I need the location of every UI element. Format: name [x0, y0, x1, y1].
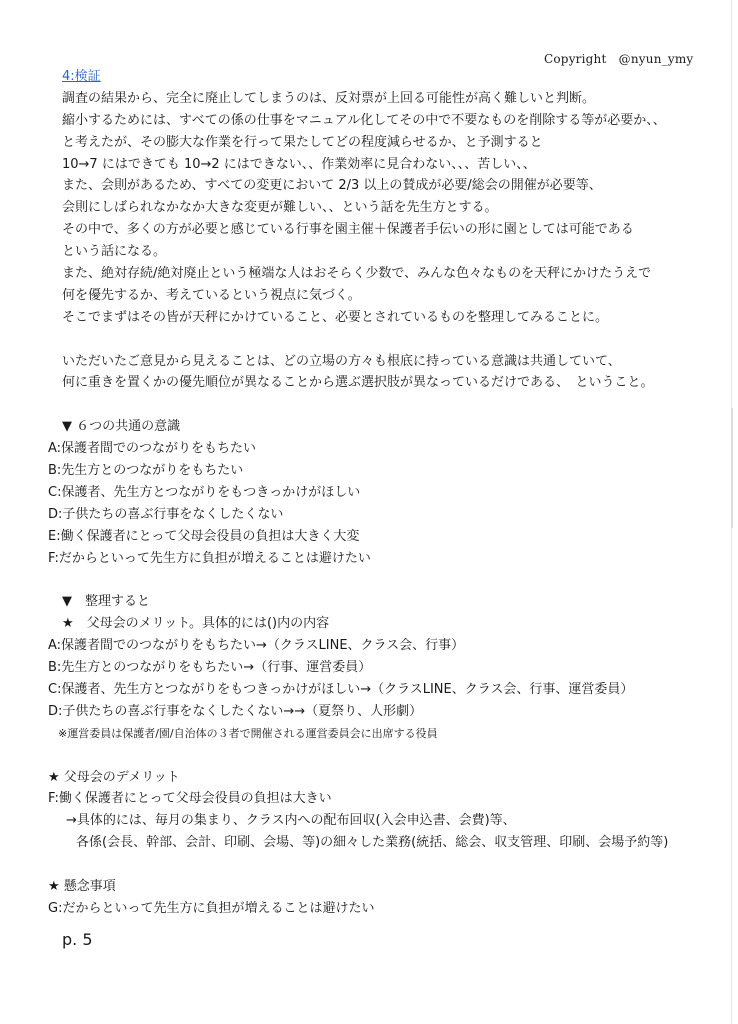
text-line: その中で、多くの方が必要と感じている行事を園主催＋保護者手伝いの形に園としては可能である — [62, 222, 634, 238]
common-awareness-list — [48, 438, 708, 569]
text-line: また、絶対存続/絶対廃止という極端な人はおそらく少数で、みんな色々なものを天秤にかけたうえで — [62, 266, 652, 282]
text-line: 調査の結果から、完全に廃止してしまうのは、反対票が上回る可能性が高く難しいと判断。 — [62, 90, 596, 106]
list-item: B:先生方とのつながりをもちたい→（行事、運営委員） — [48, 660, 372, 676]
list-item: E:働く保護者にとって父母会役員の負担は大きく大変 — [48, 528, 360, 544]
demerit-list — [48, 788, 708, 854]
list-item: G:だからといって先生方に負担が増えることは避けたい — [48, 900, 375, 916]
text-line: そこでまずはその皆が天秤にかけていること、必要とされているものを整理してみることに。 — [62, 309, 609, 325]
text-line: いただいたご意見から見えることは、どの立場の方々も根底に持っている意識は共通していて、 — [62, 353, 621, 369]
paragraph-analysis — [48, 88, 708, 329]
merit-heading: ★ 父母会のメリット。具体的には()内の内容 — [62, 616, 330, 632]
list-item: F:だからといって先生方に負担が増えることは避けたい — [48, 550, 371, 566]
spacer — [48, 745, 708, 767]
text-line: 縮小するためには、すべての係の仕事をマニュアル化してその中で不要なものを削除する等が必要か、、 — [62, 112, 666, 128]
list-item: A:保護者間でのつながりをもちたい→（クラスLINE、クラス会、行事） — [48, 638, 465, 654]
list-item: C:保護者、先生方とつながりをもつきっかけがほしい→（クラスLINE、クラス会、行事、運営委員） — [48, 681, 634, 697]
common-awareness-heading: ▼ ６つの共通の意識 — [62, 419, 181, 435]
paragraph-insight — [48, 351, 708, 395]
copyright-notice: Copyright @nyun_ymy — [544, 52, 694, 66]
list-item: B:先生方とのつながりをもちたい — [48, 463, 244, 479]
spacer — [48, 394, 708, 416]
text-line: と考えたが、その膨大な作業を行って果たしてどの程度減らせるか、と予測すると — [62, 134, 543, 150]
list-item: D:子供たちの喜ぶ行事をなくしたくない — [48, 506, 284, 522]
text-line: また、会則があるため、すべての変更において 2/3 以上の賛成が必要/総会の開催が必要等、 — [62, 178, 602, 194]
text-line: 会則にしばられなかなか大きな変更が難しい、、という話を先生方とする。 — [62, 200, 498, 216]
demerit-heading: ★ 父母会のデメリット — [48, 769, 180, 785]
list-item: F:働く保護者にとって父母会役員の負担は大きい — [48, 791, 332, 807]
page-number: p. 5 — [62, 930, 93, 949]
list-item: D:子供たちの喜ぶ行事をなくしたくない→→（夏祭り、人形劇） — [48, 703, 423, 719]
concern-list — [48, 898, 708, 920]
list-item: C:保護者、先生方とつながりをもつきっかけがほしい — [48, 484, 361, 500]
merit-list — [48, 635, 708, 723]
merit-footnote: ※運営委員は保護者/園/自治体の３者で開催される運営委員会に出席する役員 — [58, 726, 438, 740]
list-item: 各係(会長、幹部、会計、印刷、会場、等)の細々した業務(統括、総会、収支管理、印刷、会場予約等) — [76, 835, 669, 851]
text-line: 何に重きを置くかの優先順位が異なることから選ぶ選択肢が異なっているだけである、 ということ。 — [62, 375, 654, 391]
document-body — [48, 66, 708, 920]
section-title[interactable]: 4:検証 — [62, 69, 101, 84]
list-item: →具体的には、毎月の集まり、クラス内への配布回収(入会申込書、会費)等、 — [66, 813, 516, 829]
spacer — [48, 329, 708, 351]
spacer — [48, 569, 708, 591]
scrollbar-indicator[interactable] — [731, 408, 733, 528]
spacer — [48, 854, 708, 876]
text-line: 何を優先するか、考えているという視点に気づく。 — [62, 287, 361, 303]
list-item: A:保護者間でのつながりをもちたい — [48, 441, 257, 457]
text-line: 10→7 にはできても 10→2 にはできない、、作業効率に見合わない、、、苦しい、、 — [62, 156, 536, 172]
concern-heading: ★ 懸念事項 — [48, 878, 116, 894]
organize-heading: ▼ 整理すると — [62, 594, 150, 610]
text-line: という話になる。 — [62, 244, 167, 260]
